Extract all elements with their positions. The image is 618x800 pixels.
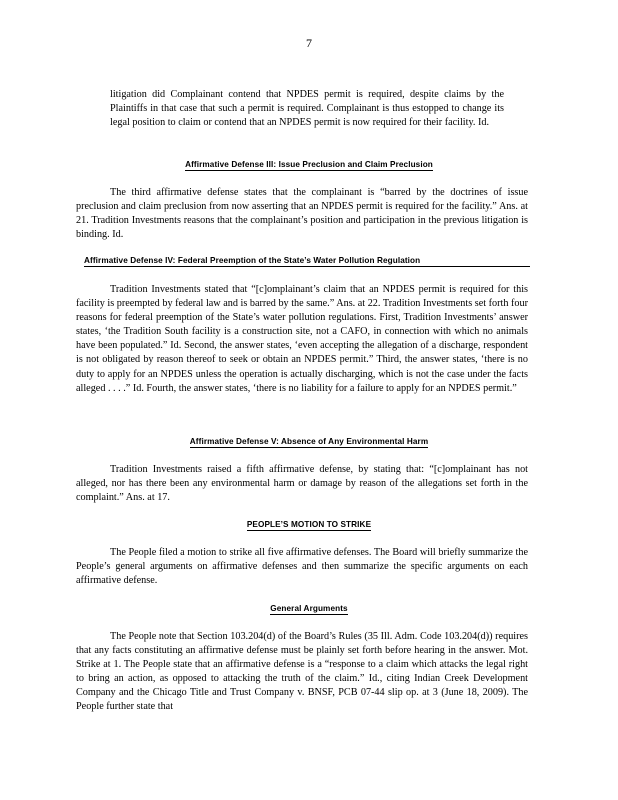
paragraph-general-arguments: The People note that Section 103.204(d) of the Board’s Rules (35 Ill. Adm. Code 103.204(d)) requires that any facts constituting an affirmative defense must be plainly set forth before hearing in the answer. Mot. Strike at 1. The People state that an affirmative defense is a “response to a claim which attacks the legal right to bring an action, as opposed to attacking the truth of the claim.” Id., citing Indian Creek Development Company and the Chicago Title and Trust Company v. BNSF, PCB 07-44 slip op. at 3 (June 18, 2009). The People further state that: [76, 631, 528, 713]
heading-affirmative-defense-iv-text: Affirmative Defense IV: Federal Preemption of the State’s Water Pollution Regulation: [84, 256, 421, 265]
paragraph-defense-iii: The third affirmative defense states that the complainant is “barred by the doctrines of issue preclusion and claim preclusion from now asserting that an NPDES permit is required for the facility.” Ans. at 21. Tradition Investments reasons that the complainant’s position and participation in the previous litigation is binding. Id.: [76, 187, 528, 241]
paragraph-defense-iv: Tradition Investments stated that “[c]omplainant’s claim that an NPDES permit is required for this facility is preempted by federal law and is barred by the same.” Ans. at 22. Tradition Investments set forth four reasons for federal preemption of the State’s water pollution regulations. First, Tradition Investments’ answer states, ‘the Tradition South facility is a construction site, not a CAFO, in connection with which no animals have been populated.” Id. Second, the answer states, ‘even accepting the allegation of a discharge, respondent is not obligated by reason thereof to seek or obtain an NPDES permit.” Third, the answer states, ‘there is no duty to apply for an NPDES unless the operation is actually discharging, which is not the case under the facts alleged . . . .” Id. Fourth, the answer states, ‘there is no liability for a failure to apply for an NPDES permit.”: [76, 284, 528, 394]
heading-peoples-motion-text: PEOPLE’S MOTION TO STRIKE: [246, 520, 372, 529]
heading-general-arguments-text: General Arguments: [270, 604, 348, 613]
heading-affirmative-defense-iii-text: Affirmative Defense III: Issue Preclusion and Claim Preclusion: [185, 160, 433, 169]
paragraph-peoples-motion: The People filed a motion to strike all five affirmative defenses. The Board will briefly summarize the People’s general arguments on affirmative defenses and then summarize the specific arguments on each affirmative defense.: [76, 547, 528, 587]
paragraph-defense-v: Tradition Investments raised a fifth affirmative defense, by stating that: “[c]omplainant has not alleged, nor has there been any environmental harm or damage by reason of the allegations set forth in the complaint.” Ans. at 17.: [76, 464, 528, 504]
heading-general-arguments: [0, 604, 618, 615]
heading-affirmative-defense-iii: [0, 160, 618, 171]
page-number: 7: [306, 36, 312, 50]
paragraph-continuation: litigation did Complainant contend that NPDES permit is required, despite claims by the Plaintiffs in that case that such a permit is required. Complainant is thus estopped to change its legal position to claim or contend that an NPDES permit is now required for their facility. Id.: [110, 89, 504, 129]
heading-affirmative-defense-v: [0, 437, 618, 448]
heading-peoples-motion: [0, 520, 618, 531]
heading-affirmative-defense-iv: [84, 256, 530, 267]
heading-affirmative-defense-v-text: Affirmative Defense V: Absence of Any Environmental Harm: [189, 437, 429, 446]
